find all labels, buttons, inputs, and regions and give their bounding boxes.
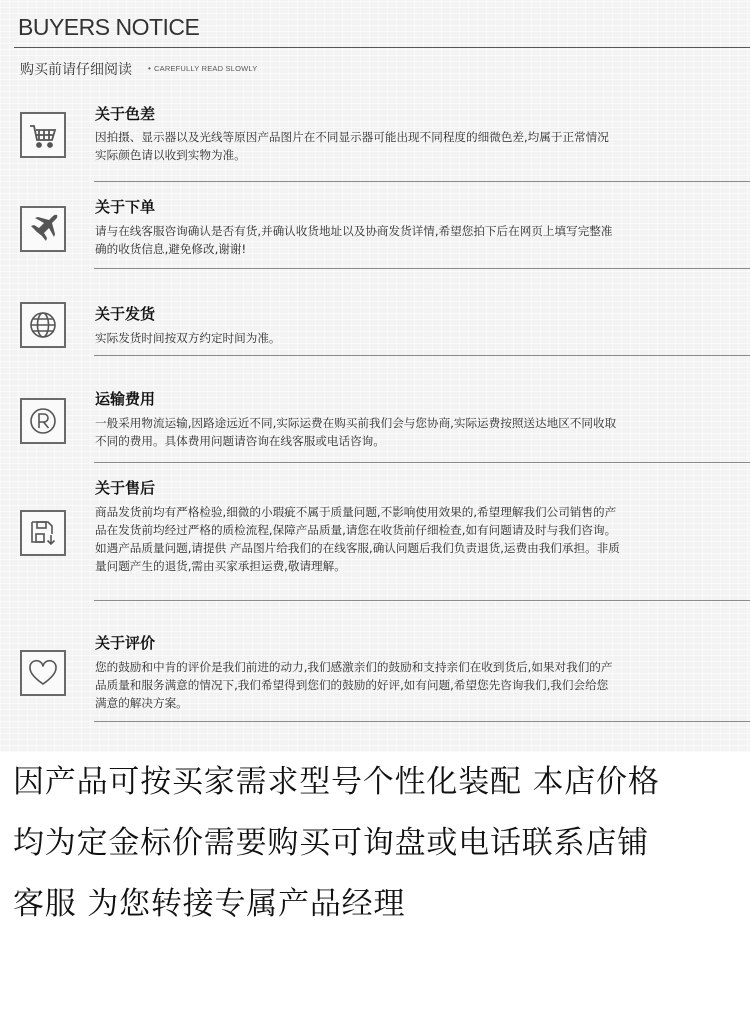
- section-title: 关于售后: [95, 479, 156, 497]
- subtitle-en: • CAREFULLY READ SLOWLY: [148, 64, 257, 73]
- section-title: 关于下单: [95, 198, 156, 216]
- section-title: 运输费用: [95, 390, 156, 408]
- page-title: BUYERS NOTICE: [18, 14, 200, 40]
- section-title: 关于评价: [95, 634, 156, 652]
- airplane-icon: [20, 206, 66, 252]
- section-body: 您的鼓励和中肯的评价是我们前进的动力,我们感激亲们的鼓励和支持亲们在收到货后,如果对我们的产 品质量和服务满意的情况下,我们希望得到您们的鼓励的好评,如有问题,希望您先咨询我们,我们会给您 满意的解决方案。: [95, 660, 613, 710]
- shopping-cart-icon: [20, 112, 66, 158]
- section-divider: [94, 268, 750, 269]
- section-title: 关于色差: [95, 105, 156, 123]
- section-body: 因拍摄、显示器以及光线等原因产品图片在不同显示器可能出现不同程度的细微色差,均属于正常情况 实际颜色请以收到实物为准。: [95, 130, 609, 162]
- heart-icon: [20, 650, 66, 696]
- section-divider: [94, 355, 750, 356]
- section-divider: [94, 462, 750, 463]
- section-body: 商品发货前均有严格检验,细微的小瑕疵不属于质量问题,不影响使用效果的,希望理解我们公司销售的产 品在发货前均经过严格的质检流程,保障产品质量,请您在收货前仔细检查,如有问题请及时与我们咨询。 如遇产品质量问题,请提供 产品图片给我们的在线客服,确认问题后我们负责退货,运费由我们承担。非质 量问题产生的退货,需由买家承担运费,敬请理解。: [95, 505, 620, 573]
- section-divider: [94, 181, 750, 182]
- section-divider: [94, 600, 750, 601]
- section-body: 实际发货时间按双方约定时间为准。: [95, 331, 281, 345]
- header-divider: [14, 47, 750, 48]
- registered-icon: [20, 398, 66, 444]
- section-divider: [94, 721, 750, 722]
- subtitle-cn: 购买前请仔细阅读: [20, 62, 132, 78]
- section-body: 请与在线客服咨询确认是否有货,并确认收货地址以及协商发货详情,希望您拍下后在网页上填写完整准 确的收货信息,避免修改,谢谢!: [95, 224, 613, 256]
- save-download-icon: [20, 510, 66, 556]
- globe-icon: [20, 302, 66, 348]
- section-body: 一般采用物流运输,因路途远近不同,实际运费在购买前我们会与您协商,实际运费按照送达地区不同收取 不同的费用。具体费用问题请咨询在线客服或电话咨询。: [95, 416, 617, 448]
- section-title: 关于发货: [95, 305, 156, 323]
- customization-price-note: 因产品可按买家需求型号个性化装配 本店价格 均为定金标价需要购买可询盘或电话联系店铺 客服 为您转接专属产品经理: [13, 764, 660, 922]
